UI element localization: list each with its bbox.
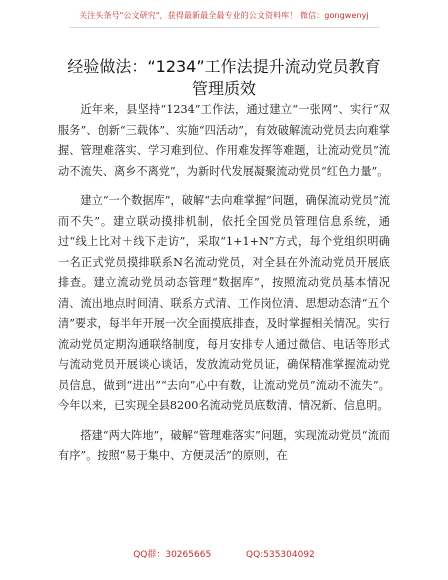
header-banner: 关注头条号"公文研究"，获得最新最全最专业的公文资料库！ 微信：gongwenyj (79, 11, 369, 20)
paragraph-3: 搭建“两大阵地”，破解“管理难落实”问题，实现流动党员“流而有序”。按照“易于集中、方便灵活”的原则，在 (58, 428, 390, 462)
header-divider (70, 27, 380, 28)
footer-qq-group: QQ群：30265665 (133, 550, 212, 560)
footer-qq: QQ:535304092 (246, 550, 315, 560)
paragraph-2: 建立“一个数据库”，破解“去向难掌握”问题，确保流动党员“流而不失”。建立联动摸排机制，依托全国党员管理信息系统，通过“线上比对＋线下走访”，采取“1+1+N”方式，每个党组织明确一名正式党员摸排联系N名流动党员，对全县在外流动党员开展底排查。建立流动党员动态管理“数据库”，按照流动党员基本情况清、流出地点时间清、联系方式清、工作岗位清、思想动态清“五个清”要求，每半年开展一次全面摸底排查，及时掌握相关情况。实行流动党员定期沟通联络制度，每月安排专人通过微信、电话等形式与流动党员开展谈心谈话，发放流动党员证，确保精准掌握流动党员信息，做到“进出”“去向”心中有数，让流动党员“流动不流失”。今年以来，已实现全县8200名流动党员底数清、情况新、信息明。 (58, 194, 390, 412)
footer (0, 547, 448, 560)
document-title (40, 56, 408, 100)
paragraph-1: 近年来，县坚持“1234”工作法，通过建立“一张网”、实行“双服务”、创新“三载体”、实施“四活动”，有效破解流动党员去向难掌握、管理难落实、学习难到位、作用难发挥等难题，让流动党员“流动不流失、离乡不离党”，为新时代发展凝聚流动党员“红色力量”。 (58, 103, 390, 178)
document-body (58, 100, 390, 476)
title-line-1: 经验做法：“1234”工作法提升流动党员教育 (67, 57, 381, 76)
title-line-2: 管理质效 (191, 79, 256, 98)
